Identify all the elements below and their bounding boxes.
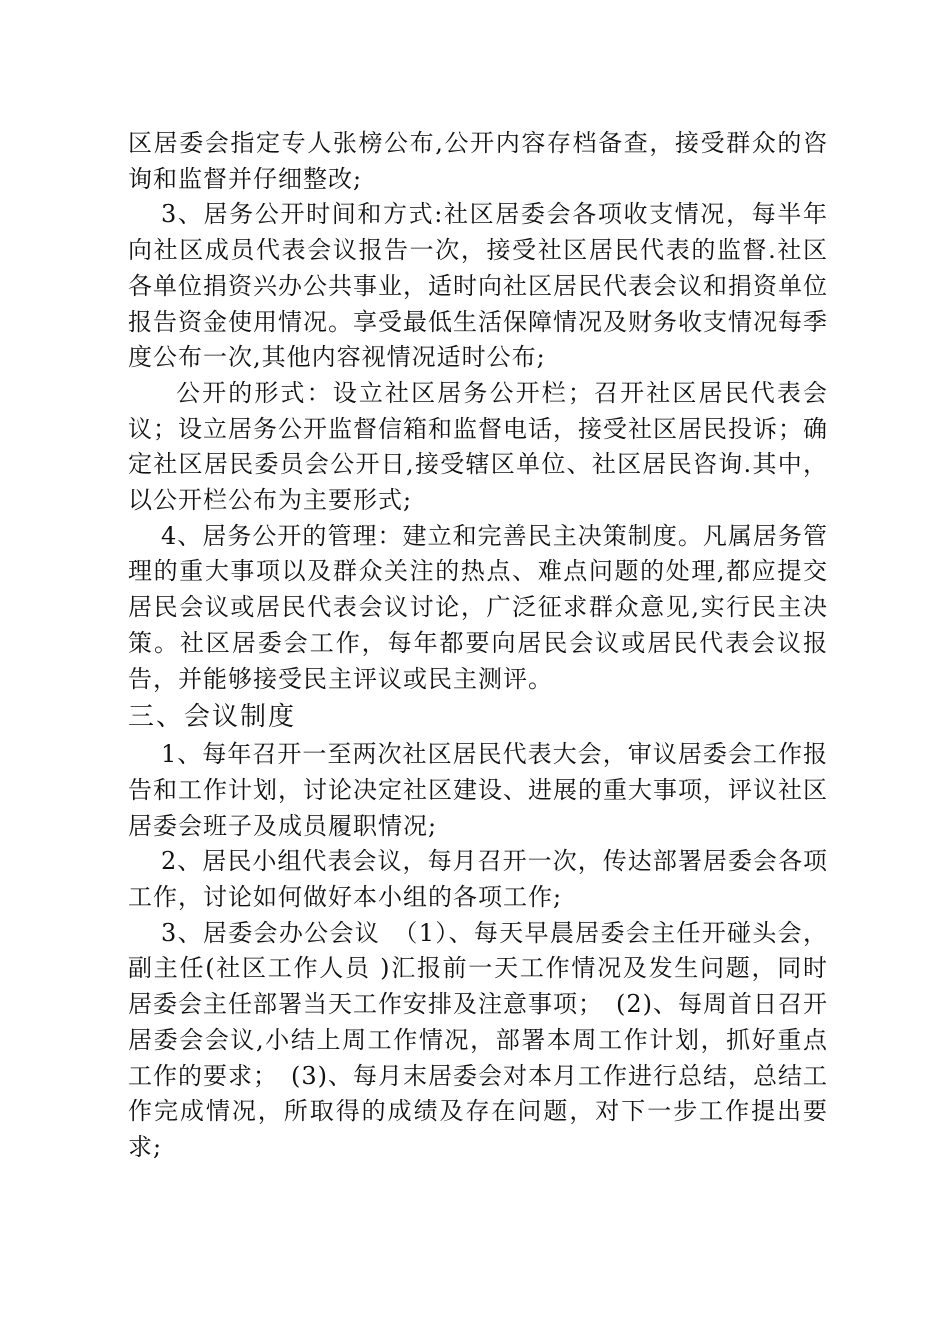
paragraph-disclosure-time-method: 3、居务公开时间和方式:社区居委会各项收支情况，每半年向社区成员代表会议报告一次，接受社区居民代表的监督.社区各单位捐资兴办公共事业，适时向社区居民代表会议和捐资单位报告资金使用情况。享受最低生活保障情况及财务收支情况每季度公布一次,其他内容视情况适时公布; xyxy=(128,200,828,372)
paragraph-group-meeting: 2、居民小组代表会议，每月召开一次，传达部署居委会各项工作，讨论如何做好本小组的各项工作; xyxy=(128,847,828,912)
paragraph-disclosure-forms: 公开的形式：设立社区居务公开栏；召开社区居民代表会议；设立居务公开监督信箱和监督电话，接受社区居民投诉；确定社区居民委员会公开日,接受辖区单位、社区居民咨询.其中，以公开栏公布为主要形式; xyxy=(128,378,828,515)
paragraph-continuation: 区居委会指定专人张榜公布,公开内容存档备查，接受群众的咨询和监督并仔细整改; xyxy=(128,129,828,193)
document-body xyxy=(128,126,828,1166)
paragraph-office-meeting: 3、居委会办公会议 （1）、每天早晨居委会主任开碰头会，副主任(社区工作人员 )汇报前一天工作情况及发生问题，同时居委会主任部署当天工作安排及注意事项； (2)、每周首日召开居委会会议,小结上周工作情况，部署本周工作计划，抓好重点工作的要求； (3)、每月末居委会对本月工作进行总结，总结工作完成情况，所取得的成绩及存在问题，对下一步工作提出要求; xyxy=(128,918,828,1161)
paragraph-resident-congress: 1、每年召开一至两次社区居民代表大会，审议居委会工作报告和工作计划，讨论决定社区建设、进展的重大事项，评议社区居委会班子及成员履职情况; xyxy=(128,740,828,840)
paragraph-disclosure-management: 4、居务公开的管理：建立和完善民主决策制度。凡属居务管理的重大事项以及群众关注的热点、难点问题的处理,都应提交居民会议或居民代表会议讨论，广泛征求群众意见,实行民主决策。社区居委会工作，每年都要向居民会议或居民代表会议报告，并能够接受民主评议或民主测评。 xyxy=(128,521,828,693)
section-heading-meeting-system: 三、会议制度 xyxy=(128,702,297,733)
